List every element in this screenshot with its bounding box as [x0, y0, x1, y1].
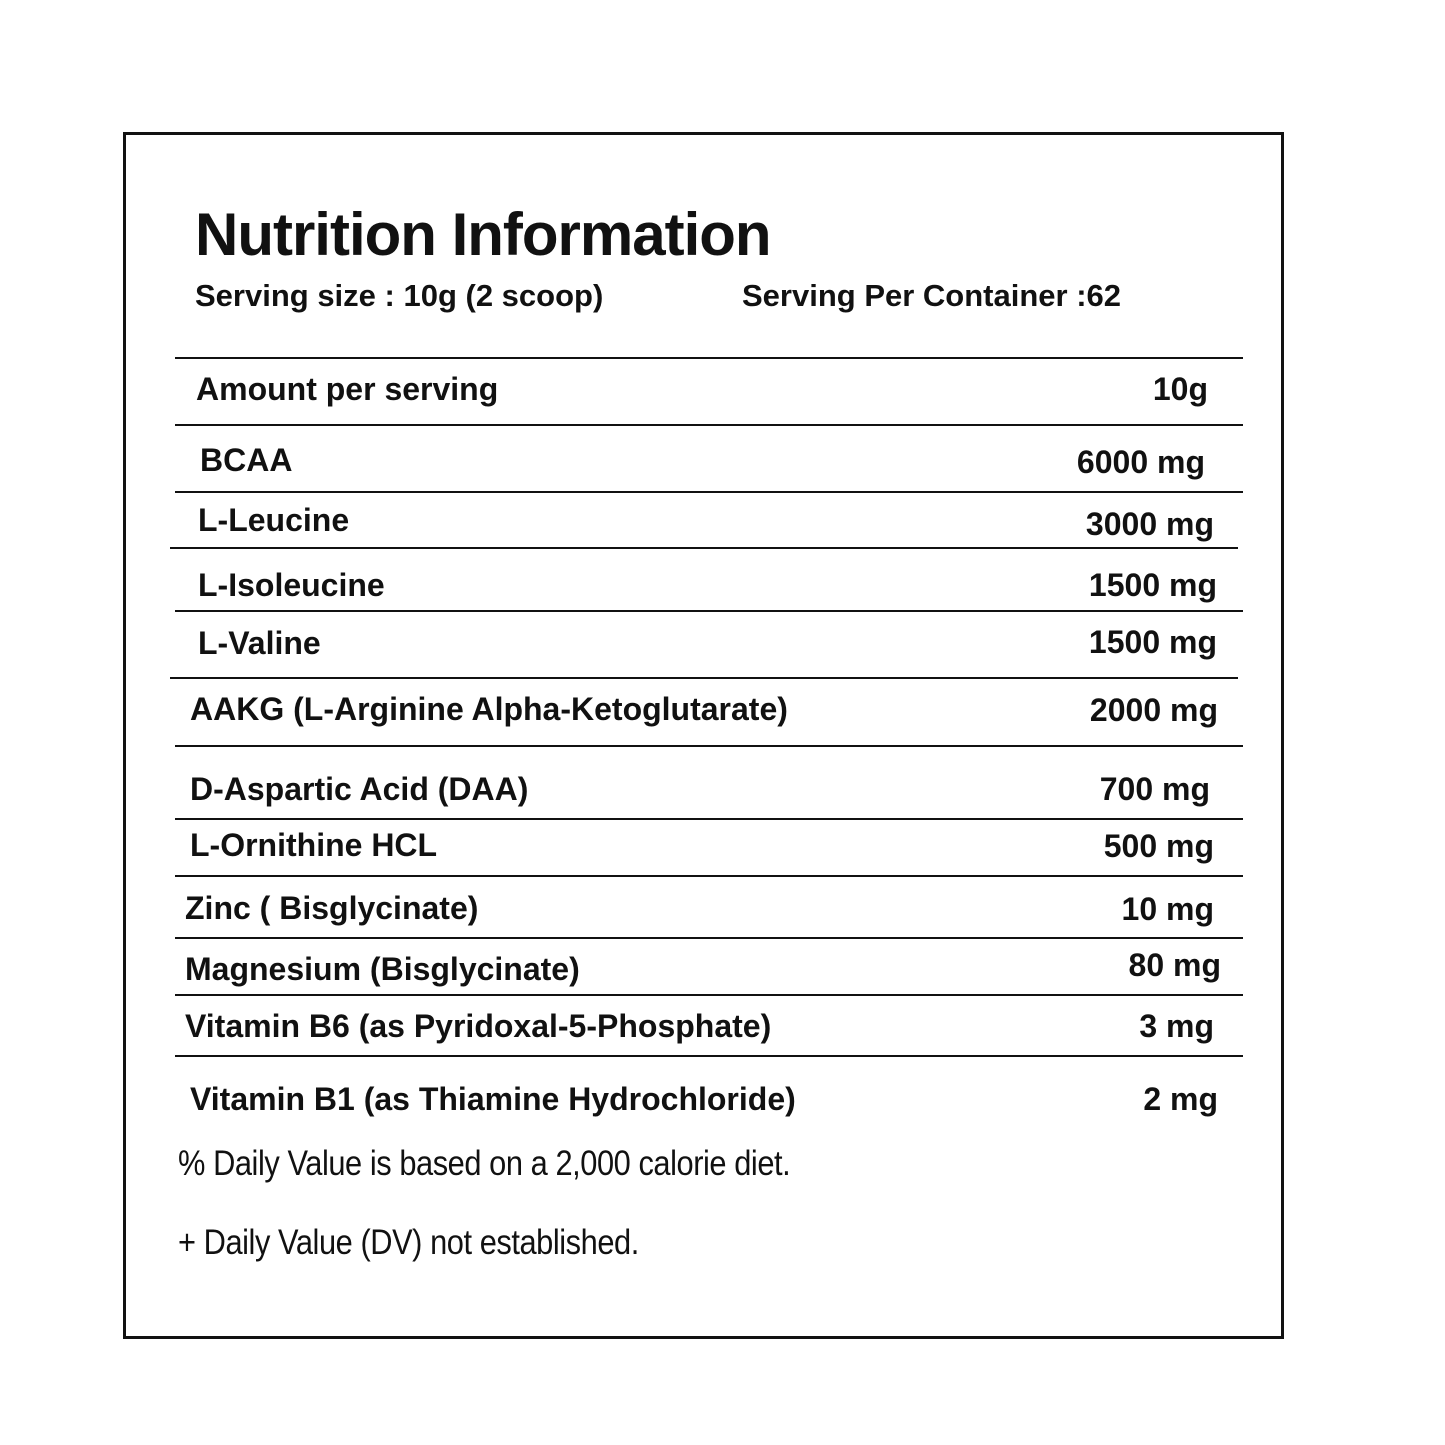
- nutrient-name: Magnesium (Bisglycinate): [185, 951, 580, 987]
- nutrient-name: D-Aspartic Acid (DAA): [190, 771, 529, 807]
- daily-value-footnote: % Daily Value is based on a 2,000 calorie diet.: [178, 1144, 791, 1183]
- nutrient-amount: 3 mg: [1139, 1008, 1214, 1044]
- nutrient-name: L-Leucine: [198, 502, 350, 538]
- nutrient-amount: 1500 mg: [1088, 567, 1217, 603]
- amount-per-serving-label: Amount per serving: [196, 371, 499, 407]
- divider-rule: [175, 610, 1243, 612]
- nutrient-name: BCAA: [200, 442, 293, 478]
- divider-rule: [175, 937, 1243, 939]
- nutrient-name: L-Isoleucine: [198, 567, 385, 603]
- serving-size: Serving size : 10g (2 scoop): [195, 278, 604, 313]
- divider-rule: [175, 745, 1243, 747]
- divider-rule: [175, 357, 1243, 359]
- nutrient-amount: 700 mg: [1099, 771, 1210, 807]
- nutrient-name: Vitamin B1 (as Thiamine Hydrochloride): [190, 1081, 796, 1117]
- divider-rule: [175, 1055, 1243, 1057]
- nutrient-amount: 2000 mg: [1089, 692, 1218, 728]
- divider-rule: [175, 491, 1243, 493]
- amount-per-serving-value: 10g: [1152, 371, 1208, 407]
- divider-rule: [175, 818, 1243, 820]
- divider-rule: [175, 875, 1243, 877]
- divider-rule: [175, 424, 1243, 426]
- nutrient-amount: 80 mg: [1128, 947, 1221, 983]
- nutrient-name: Vitamin B6 (as Pyridoxal-5-Phosphate): [185, 1008, 772, 1044]
- nutrient-name: L-Ornithine HCL: [190, 827, 438, 863]
- nutrient-amount: 2 mg: [1143, 1081, 1218, 1117]
- nutrient-amount: 1500 mg: [1088, 624, 1217, 660]
- dv-not-established-footnote: + Daily Value (DV) not established.: [178, 1223, 639, 1262]
- nutrient-amount: 10 mg: [1121, 891, 1214, 927]
- divider-rule: [170, 677, 1238, 679]
- nutrient-amount: 500 mg: [1103, 828, 1214, 864]
- divider-rule: [170, 547, 1238, 549]
- divider-rule: [175, 994, 1243, 996]
- nutrient-name: AAKG (L-Arginine Alpha-Ketoglutarate): [190, 691, 788, 727]
- nutrient-name: L-Valine: [198, 625, 321, 661]
- servings-per-container: Serving Per Container :62: [742, 278, 1122, 313]
- nutrient-amount: 3000 mg: [1085, 506, 1214, 542]
- nutrient-amount: 6000 mg: [1076, 444, 1205, 480]
- label-title: Nutrition Information: [195, 201, 771, 268]
- nutrient-name: Zinc ( Bisglycinate): [185, 890, 479, 926]
